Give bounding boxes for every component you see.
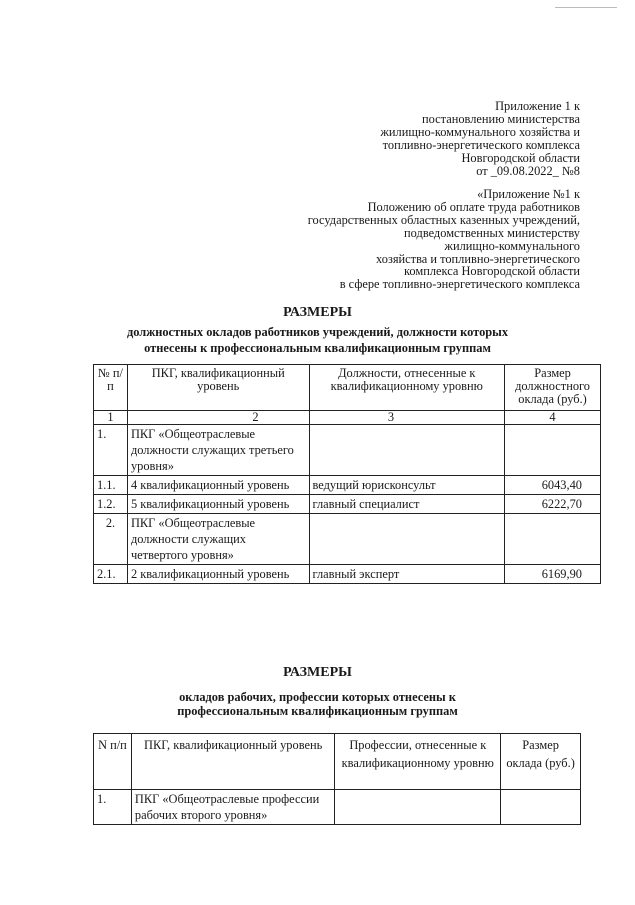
header-cell-salary: Размер должностного оклада (руб.) xyxy=(505,365,601,411)
appendix-line: жилищно-коммунального хозяйства и xyxy=(380,124,580,139)
header-cell-number: № п/п xyxy=(94,365,128,411)
row-number: 2.1. xyxy=(94,565,128,584)
regulation-line: государственных областных казенных учреждений, xyxy=(307,212,580,227)
appendix-line: топливно-энергетического комплекса xyxy=(382,137,580,152)
row-pkg: 5 квалификационный уровень xyxy=(127,495,309,514)
row-position xyxy=(309,425,505,476)
appendix-line: Приложение 1 к xyxy=(495,99,580,113)
header-cell-pkg: ПКГ, квалификационный уровень xyxy=(131,734,335,790)
row-position: ведущий юрисконсульт xyxy=(309,476,505,495)
row-pkg: ПКГ «Общеотраслевые должности служащих третьего уровня» xyxy=(127,425,309,476)
regulation-line: подведомственных министерству xyxy=(404,225,580,240)
row-position xyxy=(309,514,505,565)
regulation-line: «Приложение №1 к xyxy=(477,187,580,201)
row-number: 1. xyxy=(94,425,128,476)
header-cell-profession: Профессии, отнесенные к квалификационному уровню xyxy=(335,734,501,790)
table-row xyxy=(94,495,601,514)
row-salary xyxy=(505,514,601,565)
section1-title: РАЗМЕРЫ xyxy=(283,305,352,320)
column-number-row xyxy=(94,411,601,425)
appendix-line: от _09.08.2022_ №8 xyxy=(476,163,580,178)
section1-subtitle-line: должностных окладов работников учреждений, должности которых xyxy=(126,325,509,339)
column-number: 1 xyxy=(94,411,128,425)
row-number: 1.1. xyxy=(94,476,128,495)
header-cell-position: Должности, отнесенные к квалификационному уровню xyxy=(309,365,505,411)
row-salary: 6043,40 xyxy=(505,476,601,495)
row-pkg: 4 квалификационный уровень xyxy=(127,476,309,495)
row-number: 1. xyxy=(94,790,132,825)
regulation-line: хозяйства и топливно-энергетического xyxy=(376,251,580,266)
header-cell-number: N п/п xyxy=(94,734,132,790)
section1-subtitle-line: отнесены к профессиональным квалификационным группам xyxy=(144,341,491,355)
section2-subtitle xyxy=(0,690,635,718)
section2-subtitle-line: окладов рабочих, профессии которых отнесены к xyxy=(179,690,456,704)
header-cell-salary: Размер оклада (руб.) xyxy=(501,734,581,790)
table-row xyxy=(94,514,601,565)
row-salary xyxy=(501,790,581,825)
row-pkg: ПКГ «Общеотраслевые должности служащих четвертого уровня» xyxy=(127,514,309,565)
table-row xyxy=(94,790,581,825)
row-position: главный эксперт xyxy=(309,565,505,584)
appendix-line: постановлению министерства xyxy=(422,111,580,126)
regulation-header xyxy=(308,188,580,291)
row-salary: 6222,70 xyxy=(505,495,601,514)
salary-table-employees xyxy=(93,364,601,584)
row-profession xyxy=(335,790,501,825)
appendix-header xyxy=(380,100,580,177)
row-pkg: ПКГ «Общеотраслевые профессии рабочих второго уровня» xyxy=(131,790,335,825)
row-position: главный специалист xyxy=(309,495,505,514)
regulation-line: Положению об оплате труда работников xyxy=(367,199,580,214)
table-header-row xyxy=(94,365,601,411)
section1-subtitle xyxy=(0,324,635,356)
scan-artifact-line xyxy=(555,7,617,8)
table-row xyxy=(94,565,601,584)
table-header-row xyxy=(94,734,581,790)
row-salary: 6169,90 xyxy=(505,565,601,584)
section2-title: РАЗМЕРЫ xyxy=(283,665,352,680)
row-salary xyxy=(505,425,601,476)
column-number: 3 xyxy=(309,411,505,425)
salary-table-workers xyxy=(93,733,581,825)
appendix-line: Новгородской области xyxy=(461,150,580,165)
regulation-line: жилищно-коммунального xyxy=(444,238,580,253)
table-row xyxy=(94,476,601,495)
regulation-line: комплекса Новгородской области xyxy=(404,264,580,279)
row-number: 2. xyxy=(94,514,128,565)
row-pkg: 2 квалификационный уровень xyxy=(127,565,309,584)
regulation-line: в сфере топливно-энергетического комплекса xyxy=(339,277,580,292)
row-number: 1.2. xyxy=(94,495,128,514)
header-cell-pkg: ПКГ, квалификационный уровень xyxy=(127,365,309,411)
table-row xyxy=(94,425,601,476)
section2-subtitle-line: профессиональным квалификационным группам xyxy=(177,704,458,718)
column-number: 2 xyxy=(127,411,309,425)
column-number: 4 xyxy=(505,411,601,425)
